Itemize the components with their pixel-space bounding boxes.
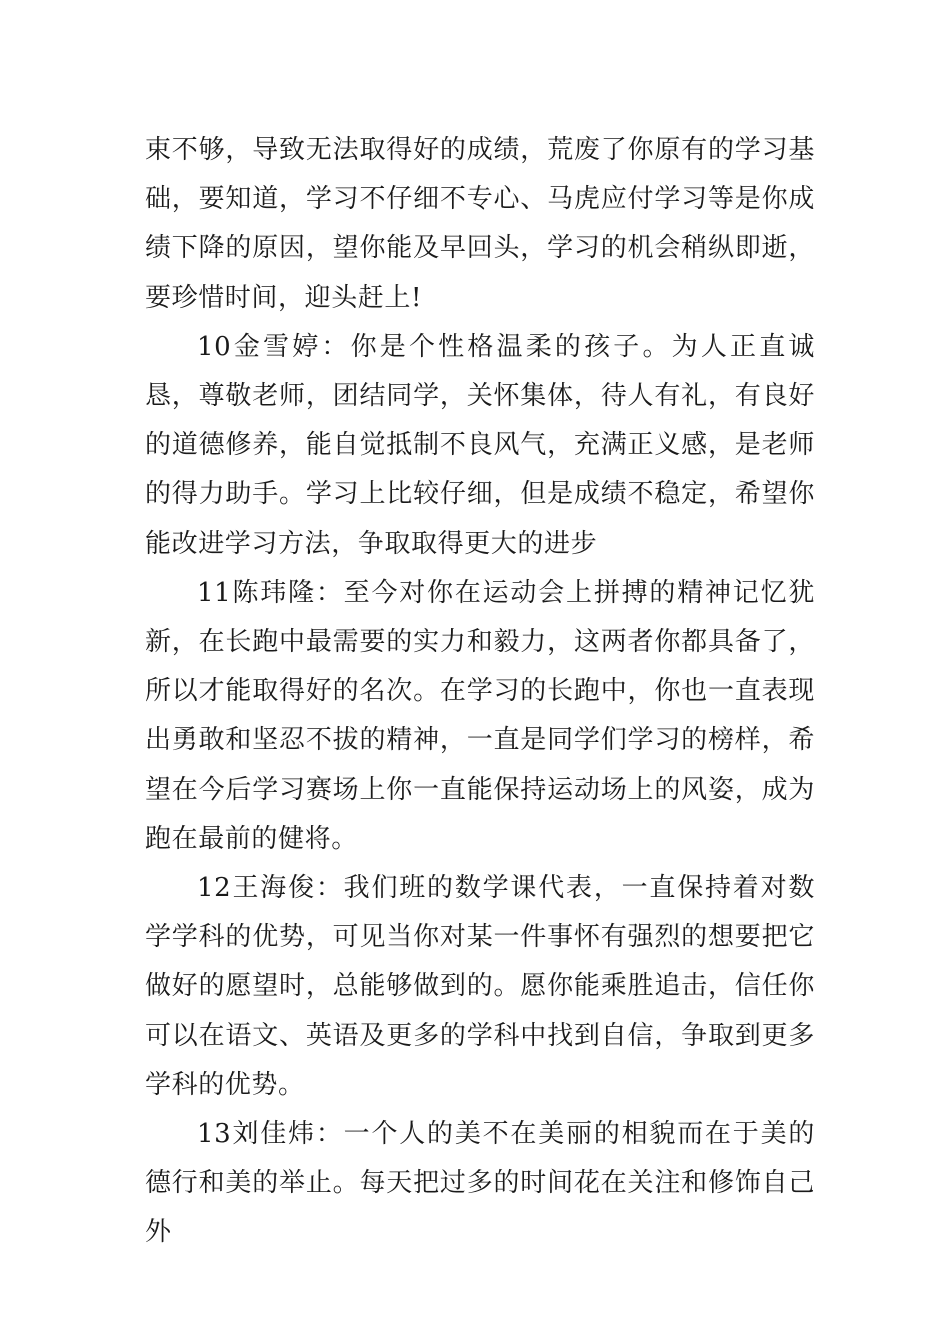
- paragraph-comment-10: 10金雪婷：你是个性格温柔的孩子。为人正直诚恳，尊敬老师，团结同学，关怀集体，待人有礼，有良好的道德修养，能自觉抵制不良风气，充满正义感，是老师的得力助手。学习上比较仔细，但是成绩不稳定，希望你能改进学习方法，争取取得更大的进步: [145, 331, 815, 559]
- paragraph-comment-12: 12王海俊：我们班的数学课代表，一直保持着对数学学科的优势，可见当你对某一件事怀有强烈的想要把它做好的愿望时，总能够做到的。愿你能乘胜追击，信任你可以在语文、英语及更多的学科中找到自信，争取到更多学科的优势。: [145, 873, 815, 1100]
- document-body: [145, 126, 815, 1258]
- paragraph-comment-13: 13刘佳炜：一个人的美不在美丽的相貌而在于美的德行和美的举止。每天把过多的时间花在关注和修饰自己外: [145, 1119, 815, 1248]
- paragraph-continuation: 束不够，导致无法取得好的成绩，荒废了你原有的学习基础，要知道，学习不仔细不专心、马虎应付学习等是你成绩下降的原因，望你能及早回头，学习的机会稍纵即逝，要珍惜时间，迎头赶上!: [145, 135, 815, 313]
- paragraph-comment-11: 11陈玮隆：至今对你在运动会上拼搏的精神记忆犹新，在长跑中最需要的实力和毅力，这两者你都具备了，所以才能取得好的名次。在学习的长跑中，你也一直表现出勇敢和坚忍不拔的精神，一直是同学们学习的榜样，希望在今后学习赛场上你一直能保持运动场上的风姿，成为跑在最前的健将。: [145, 577, 815, 854]
